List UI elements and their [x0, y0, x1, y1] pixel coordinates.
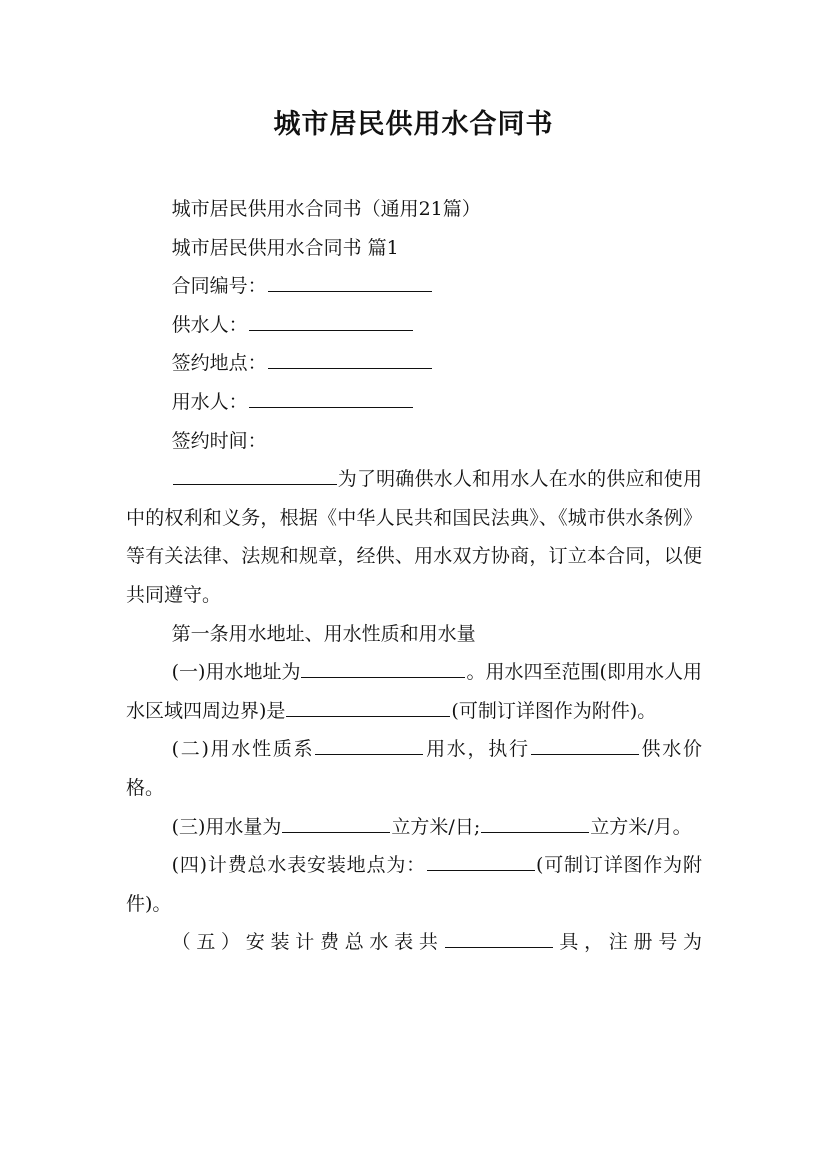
clause-3-blank-daily [282, 813, 390, 832]
preamble-blank [173, 466, 337, 485]
clause-1-paragraph [126, 653, 702, 730]
supplier-line [126, 306, 702, 345]
clause-5-text-a: （五）安装计费总水表共 [171, 931, 444, 954]
subtitle-line: 城市居民供用水合同书（通用21篇） [171, 198, 481, 220]
clause-1-text-c: (可制订详图作为附件)。 [451, 699, 657, 722]
clause-5-paragraph [126, 923, 702, 962]
clause-2-blank-nature [315, 736, 423, 755]
clause-4-paragraph [126, 846, 702, 923]
clause-1-blank-boundary [286, 698, 450, 717]
clause-1-text-b: 。用水四至范围(即用水人用水区域四周边界)是 [126, 661, 702, 722]
sign-place-blank [268, 350, 432, 369]
clause-2-text-a: (二)用水性质系 [171, 738, 315, 761]
sign-time-label: 签约时间： [171, 429, 267, 452]
clause-2-blank-price [531, 736, 639, 755]
clause-4-text-a: (四)计费总水表安装地点为： [171, 854, 426, 877]
clause-3-text-a: (三)用水量为 [171, 815, 282, 838]
document-title: 城市居民供用水合同书 [273, 109, 554, 140]
clause-1-blank-address [301, 659, 465, 678]
user-line [126, 383, 702, 422]
clause-3-paragraph [126, 808, 702, 847]
contract-number-blank [268, 273, 432, 292]
contract-number-label: 合同编号： [171, 275, 267, 298]
preamble-paragraph [126, 460, 702, 614]
clause-2-paragraph [126, 730, 702, 807]
clause-1-text-a: (一)用水地址为 [171, 661, 301, 684]
sign-place-label: 签约地点： [171, 352, 267, 375]
user-blank [249, 389, 413, 408]
document-body [126, 190, 702, 962]
sign-place-line [126, 344, 702, 383]
clause-3-text-c: 立方米/月。 [590, 815, 692, 838]
clause-2-text-b: 用水，执行 [424, 738, 530, 761]
user-label: 用水人： [171, 390, 248, 413]
clause-4-text-b: (可制订详图作为附件)。 [126, 854, 702, 915]
sign-time-line [126, 422, 702, 461]
contract-number-line [126, 267, 702, 306]
clause-2-text-c: 供水价格。 [126, 738, 702, 799]
section-heading: 城市居民供用水合同书 篇1 [171, 236, 399, 259]
supplier-blank [249, 312, 413, 331]
clause-4-blank-location [427, 852, 535, 871]
clause-3-blank-monthly [481, 813, 589, 832]
clause-5-blank-count [445, 929, 553, 948]
clause-3-text-b: 立方米/日; [391, 815, 481, 838]
clause-5-text-b: 具，注册号为 [553, 931, 702, 954]
preamble-text: 为了明确供水人和用水人在水的供应和使用中的权利和义务，根据《中华人民共和国民法典》、《城市供水条例》等有关法律、法规和规章，经供、用水双方协商，订立本合同，以便共同遵守。 [126, 468, 702, 606]
article1-heading: 第一条用水地址、用水性质和用水量 [171, 622, 476, 645]
supplier-label: 供水人： [171, 313, 248, 336]
